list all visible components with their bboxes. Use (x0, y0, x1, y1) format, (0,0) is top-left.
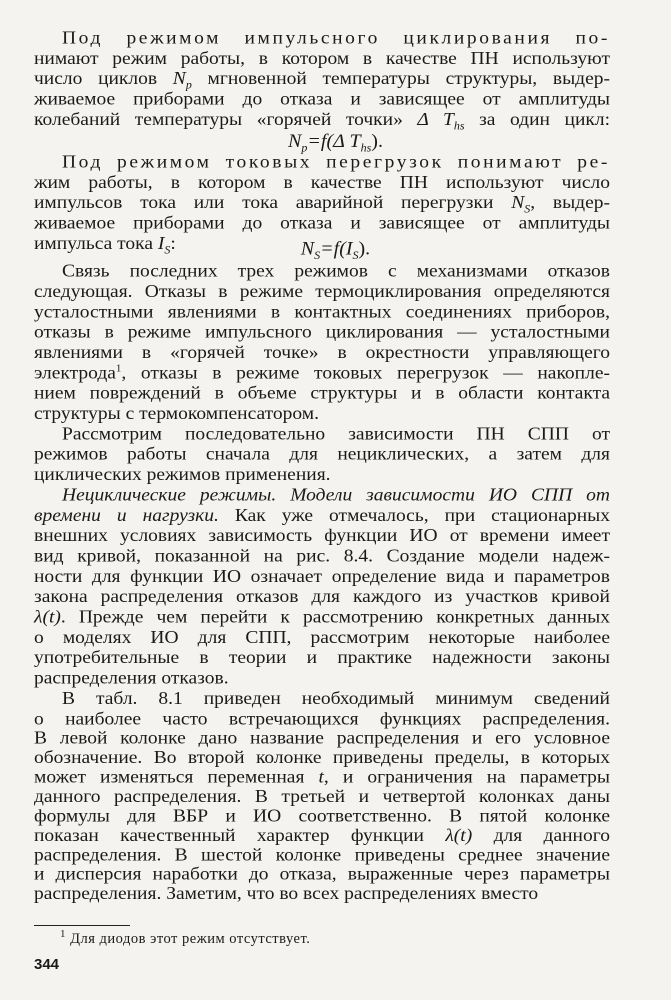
text-line: употребительные в теории и практике надежности законы (34, 648, 610, 668)
text-line: и дисперсия наработки до отказа, выраженные через параметры (34, 864, 610, 885)
text-line: отказы в режиме импульсного циклирования — усталостными (34, 322, 610, 343)
text-line-last: распределения. Заметим, что во всех распределениях вместо (34, 884, 539, 904)
math-symbol: Δ T (417, 110, 454, 130)
text-line: показан качественный характер функции λ(t) для данного (34, 826, 610, 846)
text-line: следующая. Отказы в режиме термоциклирования определяются (34, 282, 610, 302)
text-line: структуры с термокомпенсатором. (34, 404, 319, 424)
text-line: импульса тока $I_S$: (34, 234, 176, 257)
math-symbol: N (172, 69, 186, 89)
text-line: В левой колонке дано название распределения и его условное (34, 728, 610, 749)
text-line: ности для функции ИО означает определение вида и параметров (34, 567, 610, 587)
math-symbol: I (157, 234, 165, 254)
text-line: усталостными явлениями в контактных соединениях приборов, (34, 302, 610, 322)
math-symbol: λ(t) (34, 607, 61, 628)
footnote-mark: 1 (60, 928, 66, 941)
text-line: о моделях ИО для СПП, рассмотрим некоторые наиболее (34, 628, 610, 648)
section-heading-line: Нециклические режимы. Модели зависимости ИО СПП от (62, 485, 610, 506)
text-line: жим работы, в котором в качестве ПН используют число (34, 172, 610, 193)
text-line: режимов работы сначала для нециклических, а затем для (34, 444, 610, 465)
footnote-ref: 1 (115, 363, 122, 375)
text-line: явлениями в «горячей точке» в окрестности управляющего (34, 343, 610, 363)
text-line: формулы для ВБР и ИО соответственно. В пятой колонке (34, 806, 610, 827)
text-line: нимают режим работы, в котором в качестве ПН используют (34, 49, 610, 69)
text-line: может изменяться переменная t, и ограничения на параметры (34, 767, 610, 788)
text-line: времени и нагрузки. Как уже отмечалось, при стационарных (34, 505, 610, 526)
text-line: распределения. В шестой колонке приведены среднее значение (34, 845, 610, 865)
page-number: 344 (34, 956, 60, 973)
text-line: живаемое приборами до отказа и зависящее от амплитуды (34, 213, 610, 234)
text-line: нием повреждений в объеме структуры и в области контакта (34, 383, 610, 404)
text-line: Рассмотрим последовательно зависимости ПН СПП от (62, 424, 610, 444)
text-line: закона распределения отказов для каждого из участков кривой (34, 587, 610, 607)
text-line: обозначение. Во второй колонке приведены пределы, в которых (34, 748, 610, 768)
text-line (62, 29, 610, 49)
text-line: внешних условиях зависимость функции ИО от времени имеет (34, 526, 610, 546)
text-line: распределения отказов. (34, 668, 229, 689)
text-line: В табл. 8.1 приведен необходимый минимум сведений (62, 689, 610, 709)
text-line: импульсов тока или тока аварийной перегрузки $N_S$, выдер- (34, 193, 610, 216)
text-line: данного распределения. В третьей и четвертой колонках даны (34, 787, 610, 807)
text-line: живаемое приборами до отказа и зависящее от амплитуды (34, 89, 610, 110)
formula-current: $N_S=f(I_S)$. (300, 238, 371, 262)
math-symbol: t (318, 767, 324, 788)
formula-cycles: $N_p=f(\Delta$ $T_{hs}$). (288, 131, 383, 155)
math-symbol: λ(t) (445, 826, 473, 846)
text-line: колебаний температуры «горячей точки» Δ $T_{hs}$ за один цикл: (34, 110, 610, 133)
text-line: Связь последних трех режимов с механизмами отказов (62, 261, 610, 282)
text-line: λ(t). Прежде чем перейти к рассмотрению конкретных данных (34, 607, 610, 628)
text-line: число циклов $N_p$ мгновенной температуры структуры, выдер- (34, 69, 610, 92)
spaced-term: Под режимом токовых перегрузок понимают ре- (62, 152, 610, 173)
spaced-term: Под режимом импульсного циклирования по- (62, 28, 610, 49)
text-line: циклических режимов применения. (34, 465, 331, 485)
footnote: $^1$ Для диодов этот режим отсутствует. (60, 928, 311, 947)
text-line: о наиболее часто встречающихся функциях распределения. (34, 709, 610, 729)
math-symbol: N (511, 193, 525, 213)
text-line (62, 153, 610, 173)
section-heading-end: времени и нагрузки. (34, 505, 219, 526)
text-line: вид кривой, показанной на рис. 8.4. Создание модели надеж- (34, 546, 610, 567)
footnote-rule (34, 925, 130, 926)
text-line: электрода$^1$, отказы в режиме токовых перегрузок — накопле- (34, 363, 610, 383)
